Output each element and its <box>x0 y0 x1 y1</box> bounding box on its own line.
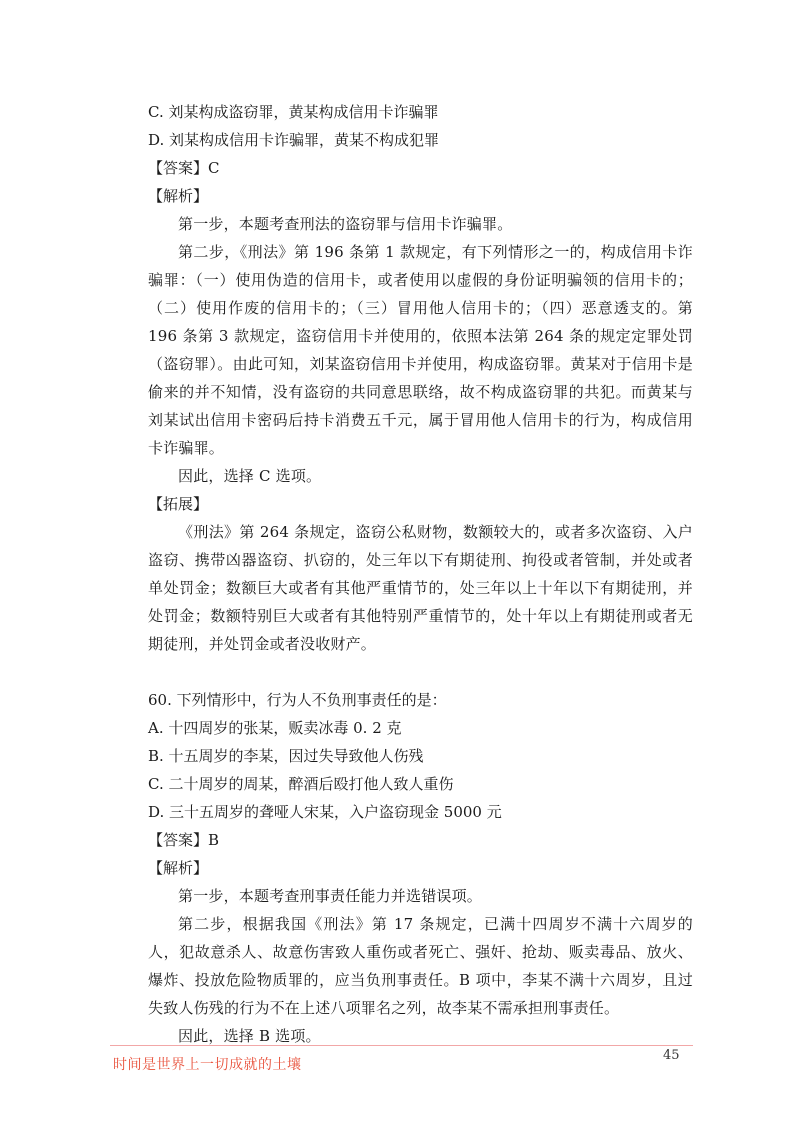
q60-question: 60. 下列情形中，行为人不负刑事责任的是： <box>148 691 447 709</box>
q59-conclusion: 因此，选择 C 选项。 <box>178 467 322 485</box>
q59-extension-heading: 【拓展】 <box>148 495 209 513</box>
page-content <box>148 98 693 1050</box>
q60-step1: 第一步，本题考查刑事责任能力并选错误项。 <box>178 887 483 905</box>
q60-conclusion: 因此，选择 B 选项。 <box>178 1027 321 1045</box>
q59-step1: 第一步，本题考查刑法的盗窃罪与信用卡诈骗罪。 <box>178 215 513 233</box>
q60-step2: 第二步，根据我国《刑法》第 17 条规定，已满十四周岁不满十六周岁的人，犯故意杀人、故意伤害致人重伤或者死亡、强奸、抢劫、贩卖毒品、放火、爆炸、投放危险物质罪的，应当负刑事责任。B 项中，李某不满十六周岁，且过失致人伤残的行为不在上述八项罪名之列，故李某不需承担刑事责任。 <box>148 915 693 1017</box>
footer-divider <box>110 1045 693 1046</box>
q59-analysis-heading: 【解析】 <box>148 187 209 205</box>
q60-option-c: C. 二十周岁的周某，醉酒后殴打他人致人重伤 <box>148 775 454 793</box>
q59-answer: 【答案】C <box>148 159 220 177</box>
footer-slogan: 时间是世界上一切成就的土壤 <box>113 1057 302 1073</box>
q59-option-d: D. 刘某构成信用卡诈骗罪，黄某不构成犯罪 <box>148 131 440 149</box>
q60-option-d: D. 三十五周岁的聋哑人宋某，入户盗窃现金 5000 元 <box>148 803 502 821</box>
q60-analysis-heading: 【解析】 <box>148 859 209 877</box>
q59-step2: 第二步，《刑法》第 196 条第 1 款规定，有下列情形之一的，构成信用卡诈骗罪：（一）使用伪造的信用卡，或者使用以虚假的身份证明骗领的信用卡的；（二）使用作废的信用卡的；（三）冒用他人信用卡的；（四）恶意透支的。第 196 条第 3 款规定，盗窃信用卡并使用的，依照本法第 264 条的规定定罪处罚（盗窃罪）。由此可知，刘某盗窃信用卡并使用，构成盗窃罪。黄某对于信用卡是偷来的并不知情，没有盗窃的共同意思联络，故不构成盗窃罪的共犯。而黄某与刘某试出信用卡密码后持卡消费五千元，属于冒用他人信用卡的行为，构成信用卡诈骗罪。 <box>148 243 693 457</box>
q60-answer: 【答案】B <box>148 831 220 849</box>
q59-option-c: C. 刘某构成盗窃罪，黄某构成信用卡诈骗罪 <box>148 103 439 121</box>
q59-extension: 《刑法》第 264 条规定，盗窃公私财物，数额较大的，或者多次盗窃、入户盗窃、携带凶器盗窃、扒窃的，处三年以下有期徒刑、拘役或者管制，并处或者单处罚金；数额巨大或者有其他严重情节的，处三年以上十年以下有期徒刑，并处罚金；数额特别巨大或者有其他特别严重情节的，处十年以上有期徒刑或者无期徒刑，并处罚金或者没收财产。 <box>148 523 693 653</box>
section-gap <box>148 658 693 686</box>
q60-option-a: A. 十四周岁的张某，贩卖冰毒 0. 2 克 <box>148 719 402 737</box>
page-number: 45 <box>663 1048 680 1063</box>
q60-option-b: B. 十五周岁的李某，因过失导致他人伤残 <box>148 747 424 765</box>
